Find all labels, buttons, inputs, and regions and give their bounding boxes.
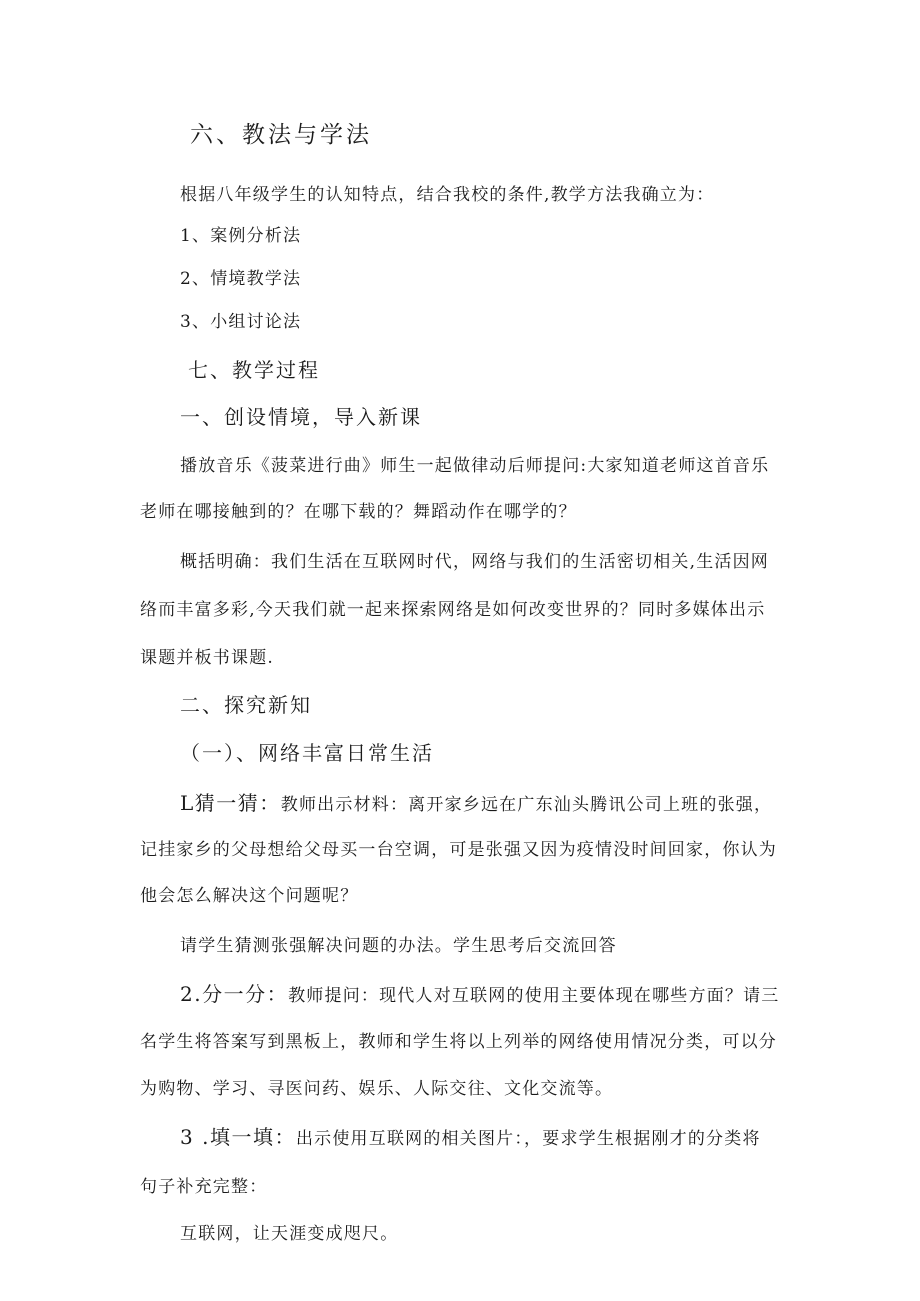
part2-title: 二、探究新知: [180, 693, 312, 717]
guess-line2: 记挂家乡的父母想给父母买一台空调，可是张强又因为疫情没时间回家，你认为: [140, 840, 777, 860]
part1-paragraph2-line1: 概括明确：我们生活在互联网时代，网络与我们的生活密切相关,生活因网: [180, 552, 770, 572]
part1-title: 一、创设情境，导入新课: [180, 405, 422, 429]
part1-paragraph2-line2: 络而丰富多彩,今天我们就一起来探索网络是如何改变世界的？同时多媒体出示: [140, 600, 766, 620]
part1-paragraph1-line2: 老师在哪接触到的？在哪下载的？舞蹈动作在哪学的？: [140, 502, 577, 522]
fill-label: 3 .填一填：: [180, 1125, 296, 1149]
fill-line1: [180, 1121, 761, 1150]
guess-label: L猜一猜：: [180, 791, 281, 815]
part2-subsection-title: （一）、网络丰富日常生活: [180, 741, 434, 765]
guess-follow-up: 请学生猜测张强解决问题的办法。学生思考后交流回答: [180, 936, 617, 956]
guess-line1: [180, 787, 772, 816]
methods-intro: 根据八年级学生的认知特点，结合我校的条件,教学方法我确立为：: [180, 185, 715, 205]
guess-line3: 他会怎么解决这个问题呢？: [140, 886, 359, 906]
classify-line3: 为购物、学习、寻医问药、娱乐、人际交往、文化交流等。: [140, 1079, 614, 1099]
classify-text-1: 教师提问：现代人对互联网的使用主要体现在哪些方面？请三: [288, 986, 780, 1006]
fill-example: 互联网，让天涯变成咫尺。: [180, 1224, 399, 1244]
classify-line1: [180, 978, 780, 1007]
part1-paragraph2-line3: 课题并板书课题.: [140, 648, 275, 668]
section-heading-7: 七、教学过程: [188, 358, 320, 382]
method-item-3: 3、小组讨论法: [180, 312, 302, 332]
guess-text-1: 教师出示材料：离开家乡远在广东汕头腾讯公司上班的张强，: [280, 795, 773, 815]
part1-paragraph1-line1: 播放音乐《菠菜进行曲》师生一起做律动后师提问:大家知道老师这首音乐: [180, 456, 770, 476]
section-heading-6: 六、教法与学法: [190, 122, 372, 148]
fill-text-1: 出示使用互联网的相关图片：，要求学生根据刚才的分类将: [295, 1129, 761, 1149]
method-item-2: 2、情境教学法: [180, 269, 302, 289]
fill-line2: 句子补充完整：: [140, 1177, 268, 1197]
classify-line2: 名学生将答案写到黑板上，教师和学生将以上列举的网络使用情况分类，可以分: [140, 1032, 777, 1052]
classify-label: 2.分一分：: [180, 982, 289, 1006]
method-item-1: 1、案例分析法: [180, 226, 302, 246]
